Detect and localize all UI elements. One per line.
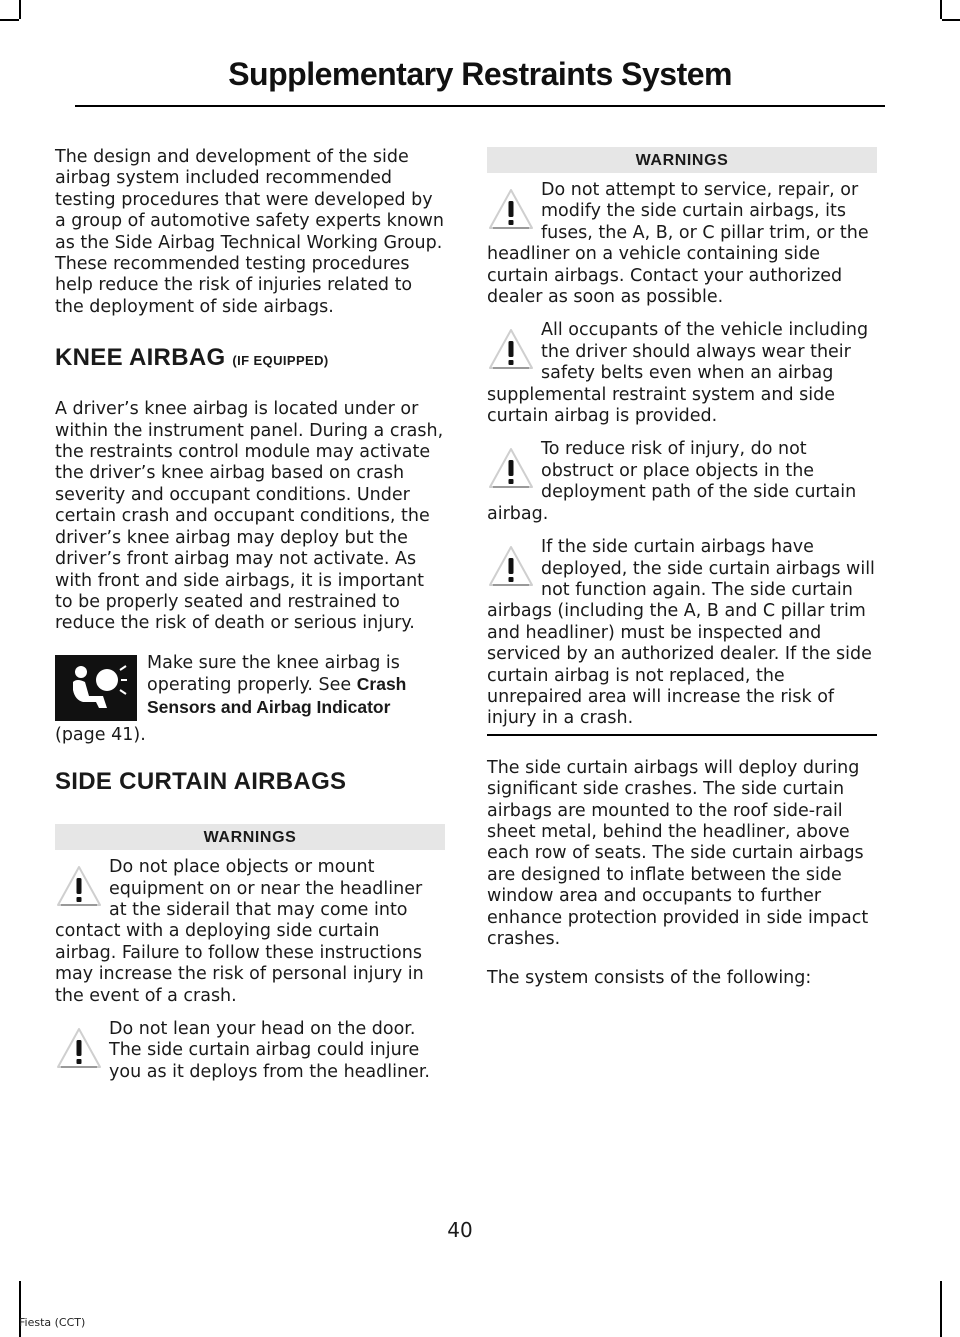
knee-airbag-heading-suffix: (IF EQUIPPED) — [232, 353, 329, 369]
warnings-heading-right: WARNINGS — [487, 147, 877, 173]
knee-airbag-paragraph: A driver’s knee airbag is located under or within the instrument panel. During a crash, the restraints control module may activate the driver’s knee airbag based on crash severity and occupant conditions. Under certain crash and occupant conditions, the driver’s knee airbag may deploy but the driver’s front airbag may not activate. As with front and side airbags, it is important to be properly seated and restrained to reduce the risk of death or serious injury. — [55, 399, 444, 634]
page-title: Supplementary Restraints System — [228, 56, 732, 92]
warnings-block — [487, 180, 877, 736]
airbag-indicator-icon — [55, 655, 137, 721]
deploy-paragraph: The side curtain airbags will deploy during significant side crashes. The side curtain airbags are mounted to the roof side-rail sheet metal, behind the headliner, above each row of seats. The side curtain airbags are designed to inflate between the side window area and occupants to further enhance protection provided in side impact crashes. — [487, 757, 869, 949]
right-column — [487, 147, 877, 1008]
warning-text: Do not place objects or mount equipment on or near the headliner at the siderail that may come into contact with a deploying side curtain airbag. Failure to follow these instructions may increase the risk of personal injury in the event of a crash. — [55, 857, 424, 1006]
crop-mark — [19, 0, 21, 19]
warning-triangle-icon — [55, 1025, 103, 1073]
knee-airbag-note — [55, 653, 445, 746]
warning-text: All occupants of the vehicle including the driver should always wear their safety belts even when an airbag supplemental restraint system and side curtain airbag is provided. — [487, 320, 869, 427]
intro-paragraph: The design and development of the side airbag system included recommended testing procedures that were developed by a group of automotive safety experts known as the Side Airbag Technical Working Group. These recommended testing procedures help reduce the risk of injuries related to the deployment of side airbags. — [55, 147, 444, 317]
knee-airbag-heading-text: KNEE AIRBAG — [55, 344, 226, 372]
crop-mark — [940, 1281, 942, 1337]
warning-triangle-icon — [55, 863, 103, 911]
warning-text: If the side curtain airbags have deployed, the side curtain airbags will not function again. The side curtain airbags (including the A, B and C pillar trim and headliner) must be inspected and serviced by an authorized dealer. If the side curtain airbag is not replaced, the unrepaired area will increase the risk of injury in a crash. — [487, 537, 875, 729]
warning-item — [487, 537, 877, 730]
side-curtain-heading: SIDE CURTAIN AIRBAGS — [55, 768, 347, 796]
warning-text: Do not attempt to service, repair, or modify the side curtain airbags, its fuses, the A, B, or C pillar trim, or the headliner on a vehicle containing side curtain airbags. Contact your authorized dealer as soon as possible. — [487, 180, 869, 308]
warning-item — [55, 857, 445, 1007]
footer-model: Fiesta (CCT) — [19, 1316, 86, 1329]
warning-triangle-icon — [487, 326, 535, 374]
warning-text: Do not lean your head on the door. The side curtain airbag could injure you as it deploys from the headliner. — [109, 1018, 430, 1082]
warning-triangle-icon — [487, 445, 535, 493]
warnings-heading-left: WARNINGS — [55, 824, 445, 850]
warning-triangle-icon — [487, 186, 535, 234]
knee-note-text: Make sure the knee airbag is operating properly. See — [147, 652, 400, 696]
warning-text: To reduce risk of injury, do not obstruct or place objects in the deployment path of the side curtain airbag. — [487, 439, 857, 524]
page-number: 40 — [447, 1218, 473, 1242]
header-rule — [75, 105, 885, 107]
warning-item — [487, 180, 877, 308]
knee-note-page-ref[interactable]: (page 41). — [55, 724, 146, 745]
warning-item — [487, 439, 877, 525]
system-paragraph: The system consists of the following: — [487, 968, 812, 989]
left-column — [55, 147, 445, 1095]
crop-mark — [940, 0, 942, 19]
crop-mark — [942, 19, 960, 21]
crash-sensors-link[interactable]: Crash Sensors and Airbag Indicator — [147, 674, 407, 717]
knee-airbag-heading — [55, 344, 445, 375]
crop-mark — [0, 19, 19, 21]
warning-item — [487, 320, 877, 427]
warning-triangle-icon — [487, 543, 535, 591]
warning-item — [55, 1019, 445, 1083]
